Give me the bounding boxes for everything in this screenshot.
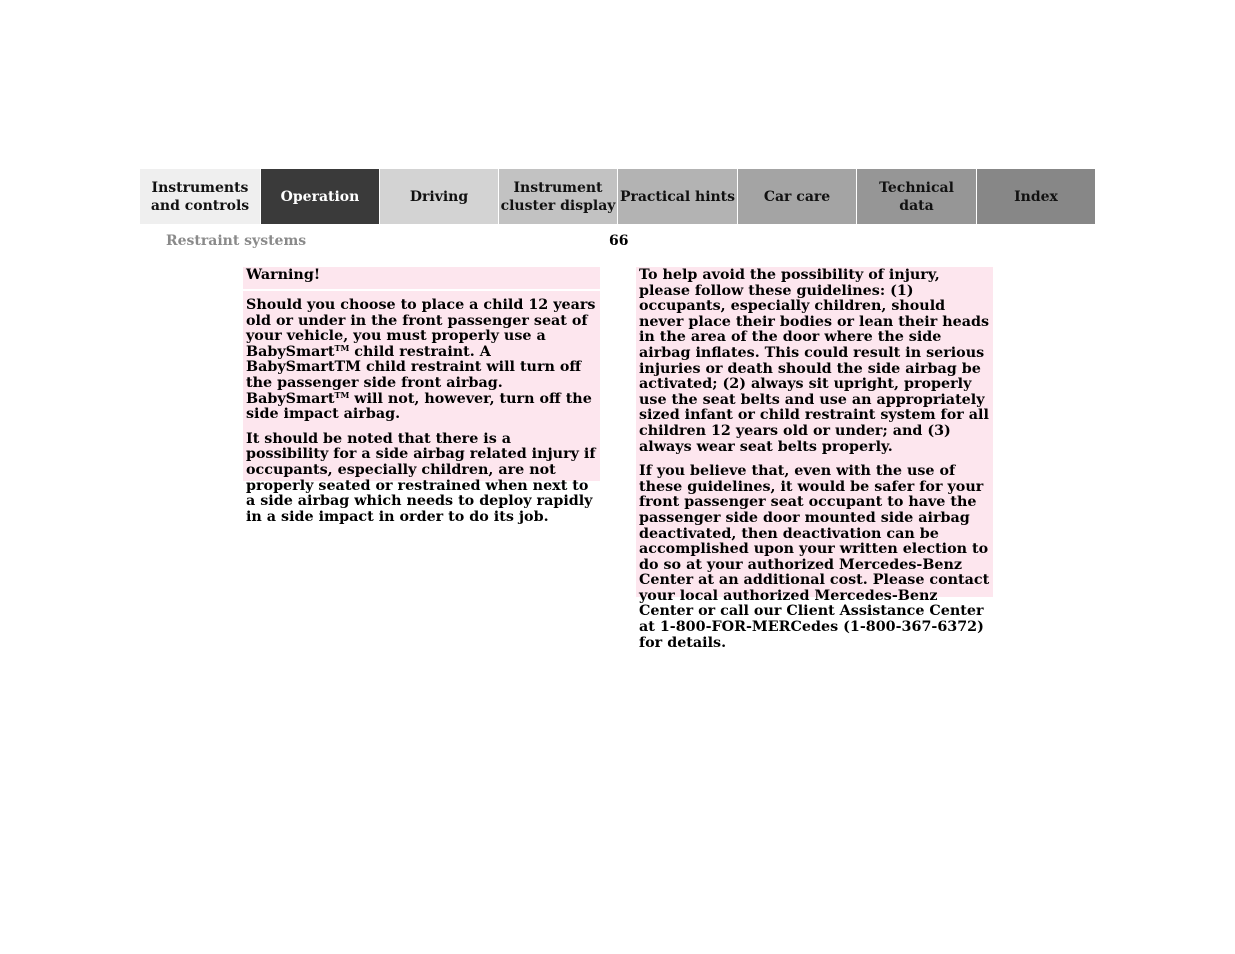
guidelines-paragraph-2: If you believe that, even with the use of these guidelines, it would be safer for your front passenger seat occupant to have the passenger side door mounted side airbag deactivated, then deactivation can be accomplished upon your written election to do so at your authorized Mercedes-Benz Center at an additional cost. Please contact your local authorized Mercedes-Benz Center or call our Client Assistance Center at 1-800-FOR-MERCedes (1-800-367-6372) for details. [639, 463, 990, 651]
page-number: 66 [609, 233, 629, 249]
warning-text-part-1: Should you choose to place a child 12 years old or under in the front passenger seat of your vehicle, you must properly use a BabySmart [246, 297, 596, 360]
tab-operation[interactable]: Operation [260, 169, 379, 224]
chapter-nav [140, 169, 1095, 224]
warning-text-part-3: will not, however, turn off the side impact airbag. [246, 390, 592, 423]
warning-text-part-2: child restraint. A BabySmartTM child restraint will turn off the passenger side front airbag. BabySmart [246, 343, 582, 407]
warning-paragraph-2: It should be noted that there is a possibility for a side airbag related injury if occupants, especially children, are not properly seated or restrained when next to a side airbag which needs to deploy rapidly in a side impact in order to do its job. [246, 430, 596, 525]
warning-box [243, 267, 600, 525]
tab-technical-data[interactable]: Technical data [856, 169, 976, 224]
trademark-mark: TM [334, 342, 350, 353]
guidelines-box [636, 267, 993, 651]
warning-title: Warning! [243, 267, 600, 291]
warning-body [243, 291, 600, 525]
section-title: Restraint systems [166, 233, 307, 249]
tab-car-care[interactable]: Car care [737, 169, 856, 224]
guidelines-paragraph-1: To help avoid the possibility of injury, please follow these guidelines: (1) occupants, especially children, should never place their bodies or lean their heads in the area of the door where the side airbag inflates. This could result in serious injuries or death should the side airbag be activated; (2) always sit upright, properly use the seat belts and use an appropriately sized infant or child restraint system for all children 12 years old or under; and (3) always wear seat belts properly. [639, 267, 990, 455]
tab-driving[interactable]: Driving [379, 169, 498, 224]
warning-paragraph-1 [246, 298, 597, 423]
tab-instruments-and-controls[interactable]: Instruments and controls [140, 169, 260, 224]
tab-practical-hints[interactable]: Practical hints [617, 169, 737, 224]
tab-instrument-cluster-display[interactable]: Instrument cluster display [498, 169, 617, 224]
tab-index[interactable]: Index [976, 169, 1095, 224]
trademark-mark: TM [334, 389, 350, 400]
